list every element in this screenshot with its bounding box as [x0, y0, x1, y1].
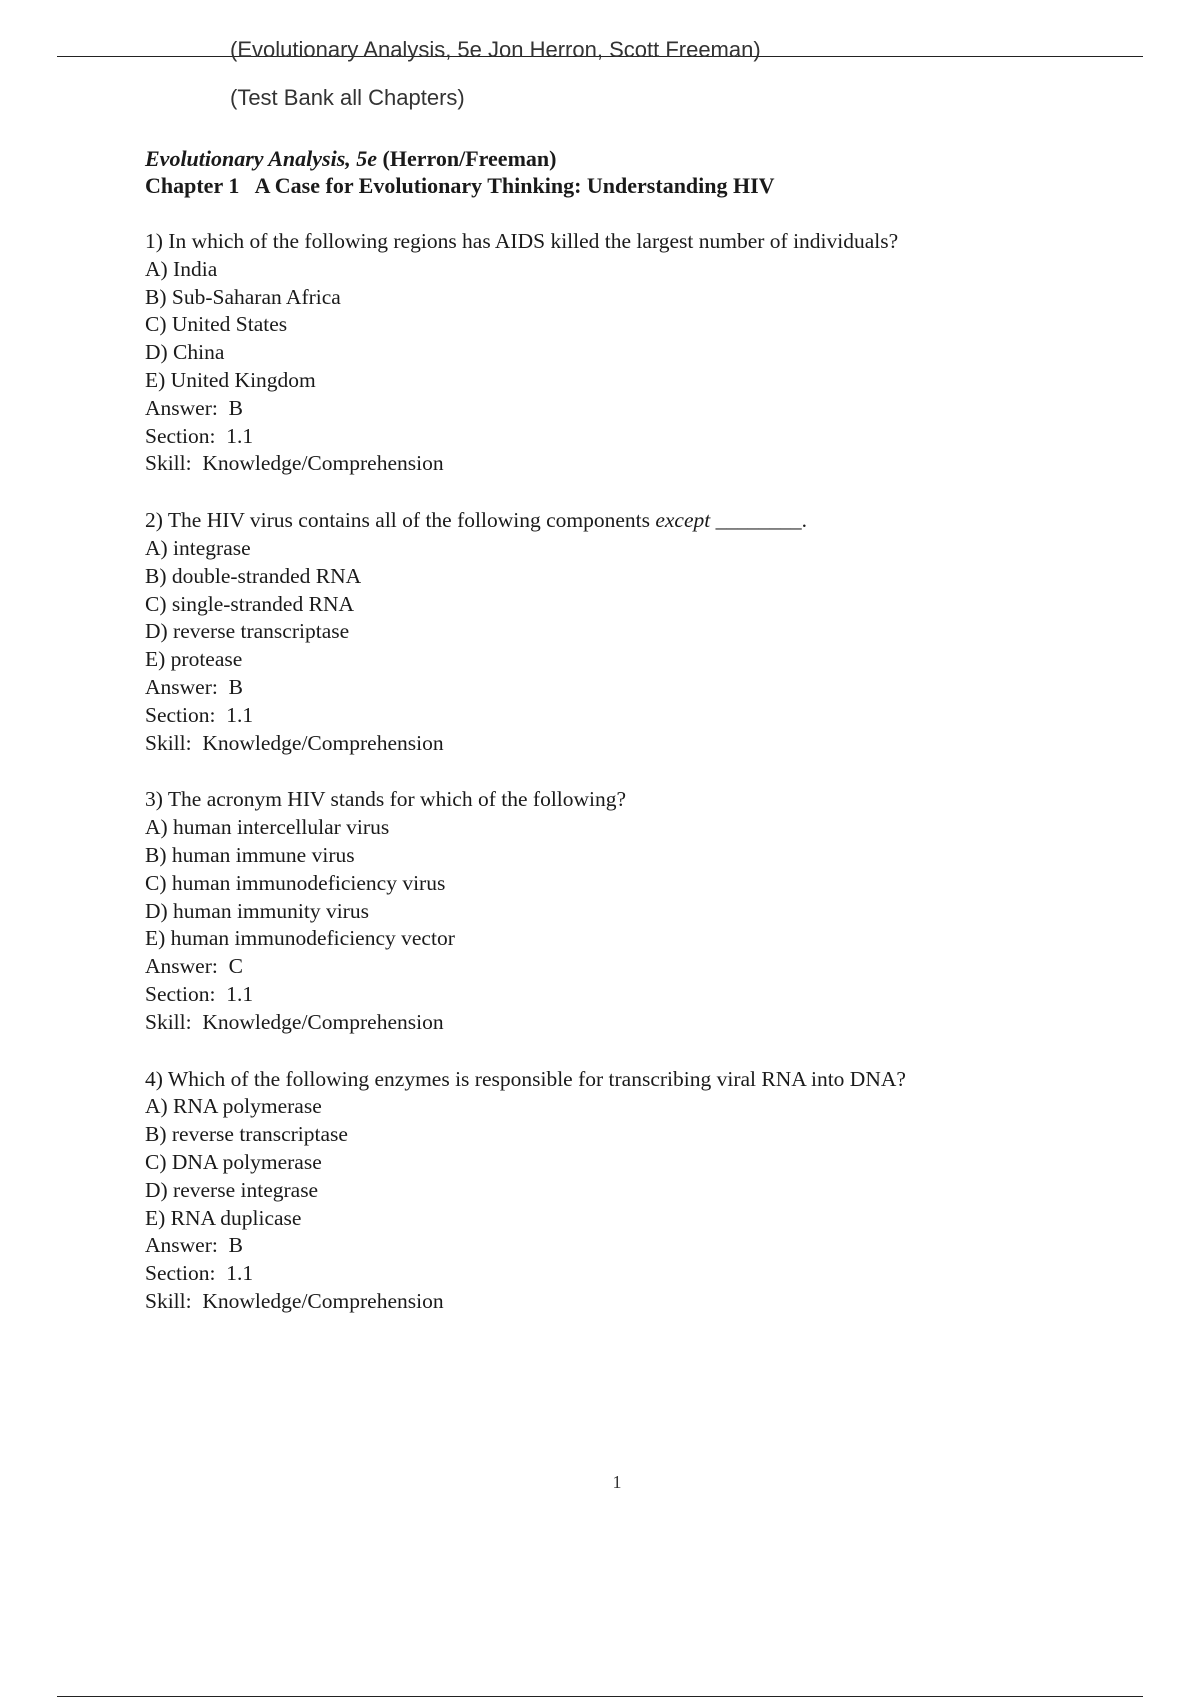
section-reference: Section: 1.1	[145, 702, 254, 727]
section-reference: Section: 1.1	[145, 423, 254, 448]
answer-option: A) India	[145, 256, 218, 281]
question-stem	[145, 507, 1145, 535]
answer-option: A) RNA polymerase	[145, 1094, 322, 1119]
correct-answer: Answer: B	[145, 674, 243, 699]
correct-answer: Answer: B	[145, 1233, 243, 1258]
book-title-italic: Evolutionary Analysis, 5e	[145, 146, 378, 171]
answer-option: E) RNA duplicase	[145, 1205, 302, 1230]
question-stem-start: 2) The HIV virus contains all of the following components	[145, 508, 656, 533]
skill-level: Skill: Knowledge/Comprehension	[145, 730, 444, 755]
question-4	[145, 1066, 1145, 1316]
answer-option: E) human immunodeficiency vector	[145, 926, 455, 951]
question-stem-emphasis: except	[655, 508, 711, 533]
skill-level: Skill: Knowledge/Comprehension	[145, 451, 444, 476]
question-stem: 4) Which of the following enzymes is responsible for transcribing viral RNA into DNA?	[145, 1066, 906, 1091]
question-stem: 3) The acronym HIV stands for which of the following?	[145, 787, 627, 812]
question-list	[145, 228, 1145, 1316]
skill-level: Skill: Knowledge/Comprehension	[145, 1288, 444, 1313]
answer-option: D) human immunity virus	[145, 898, 369, 923]
answer-option: E) protease	[145, 647, 243, 672]
book-title	[145, 145, 1145, 172]
answer-option: C) human immunodeficiency virus	[145, 870, 446, 895]
answer-option: C) DNA polymerase	[145, 1149, 322, 1174]
answer-option: B) Sub-Saharan Africa	[145, 284, 341, 309]
chapter-title: Chapter 1 A Case for Evolutionary Thinking: Understanding HIV	[145, 173, 775, 198]
header-book-citation: (Evolutionary Analysis, 5e Jon Herron, Scott Freeman)	[230, 37, 761, 62]
answer-option: B) double-stranded RNA	[145, 563, 362, 588]
skill-level: Skill: Knowledge/Comprehension	[145, 1009, 444, 1034]
question-stem: 1) In which of the following regions has AIDS killed the largest number of individuals?	[145, 229, 899, 253]
answer-option: D) China	[145, 340, 225, 365]
header-test-bank-label: (Test Bank all Chapters)	[230, 85, 465, 110]
question-stem-blank: ________.	[710, 508, 807, 533]
answer-option: D) reverse transcriptase	[145, 619, 350, 644]
correct-answer: Answer: B	[145, 395, 243, 420]
answer-option: D) reverse integrase	[145, 1177, 319, 1202]
answer-option: E) United Kingdom	[145, 367, 316, 392]
question-1	[145, 228, 1145, 478]
page-content	[145, 145, 1145, 1316]
answer-option: C) single-stranded RNA	[145, 591, 354, 616]
section-reference: Section: 1.1	[145, 981, 254, 1006]
footer-rule	[57, 1696, 1143, 1697]
answer-option: B) human immune virus	[145, 842, 355, 867]
answer-option: A) integrase	[145, 535, 251, 560]
question-2	[145, 507, 1145, 757]
page-number: 1	[612, 1472, 622, 1492]
question-3	[145, 786, 1145, 1036]
correct-answer: Answer: C	[145, 954, 243, 979]
book-title-authors: (Herron/Freeman)	[377, 146, 557, 171]
answer-option: B) reverse transcriptase	[145, 1122, 348, 1147]
section-reference: Section: 1.1	[145, 1261, 254, 1286]
answer-option: C) United States	[145, 312, 288, 337]
answer-option: A) human intercellular virus	[145, 815, 390, 840]
